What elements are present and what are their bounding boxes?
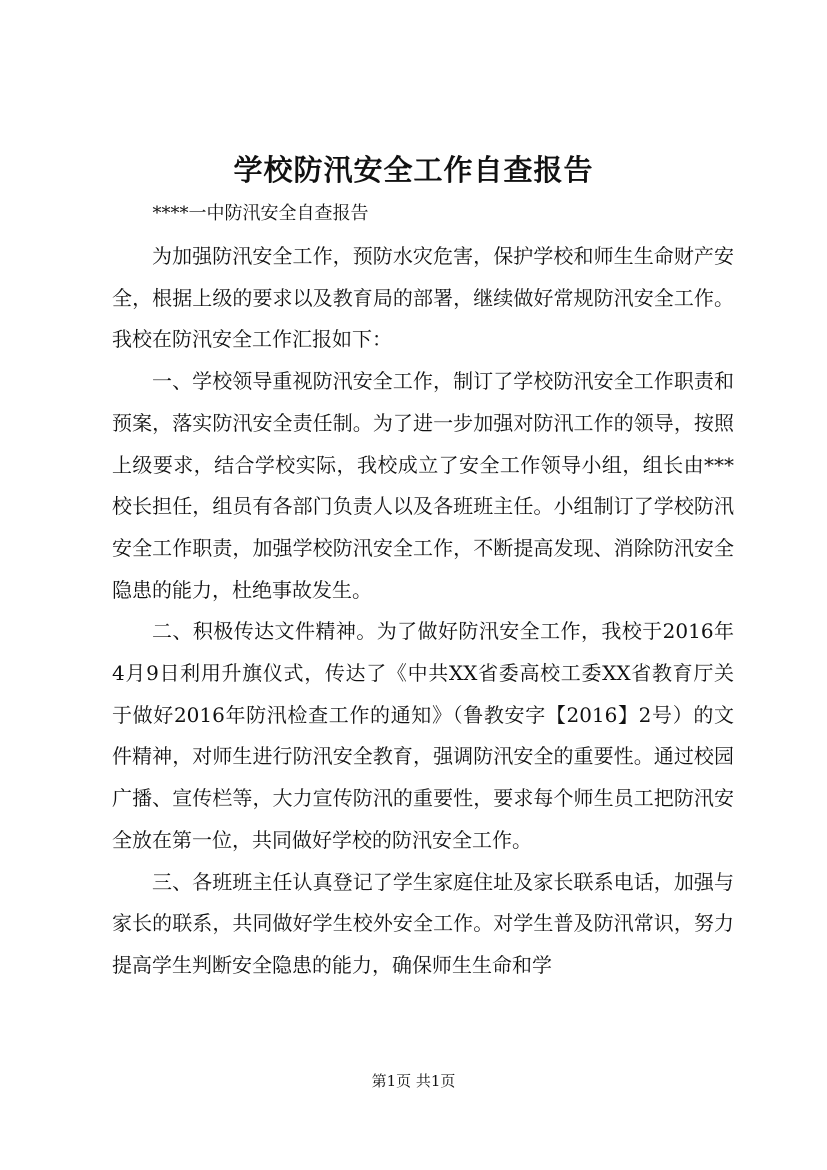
paragraph-section-2: 二、积极传达文件精神。为了做好防汛安全工作，我校于2016年4月9日利用升旗仪式，传达了《中共XX省委高校工委XX省教育厅关于做好2016年防汛检查工作的通知》（鲁教安字【2016】2号）的文件精神，对师生进行防汛安全教育，强调防汛安全的重要性。通过校园广播、宣传栏等，大力宣传防汛的重要性，要求每个师生员工把防汛安全放在第一位，共同做好学校的防汛安全工作。: [112, 619, 734, 852]
paragraph-section-3: 三、各班班主任认真登记了学生家庭住址及家长联系电话，加强与家长的联系，共同做好学生校外安全工作。对学生普及防汛常识，努力提高学生判断安全隐患的能力，确保师生生命和学: [112, 869, 734, 977]
page-footer: 第1页 共1页: [371, 1072, 456, 1090]
paragraph-intro: 为加强防汛安全工作，预防水灾危害，保护学校和师生生命财产安全，根据上级的要求以及教育局的部署，继续做好常规防汛安全工作。我校在防汛安全工作汇报如下：: [112, 244, 734, 352]
report-subtitle: ****一中防汛安全自查报告: [152, 203, 369, 224]
document-body: [112, 196, 734, 987]
paragraph-section-1: 一、学校领导重视防汛安全工作，制订了学校防汛安全工作职责和预案，落实防汛安全责任制。为了进一步加强对防汛工作的领导，按照上级要求，结合学校实际，我校成立了安全工作领导小组，组长由***校长担任，组员有各部门负责人以及各班班主任。小组制订了学校防汛安全工作职责，加强学校防汛安全工作，不断提高发现、消除防汛安全隐患的能力，杜绝事故发生。: [112, 369, 734, 602]
document-title: 学校防汛安全工作自查报告: [233, 153, 594, 187]
